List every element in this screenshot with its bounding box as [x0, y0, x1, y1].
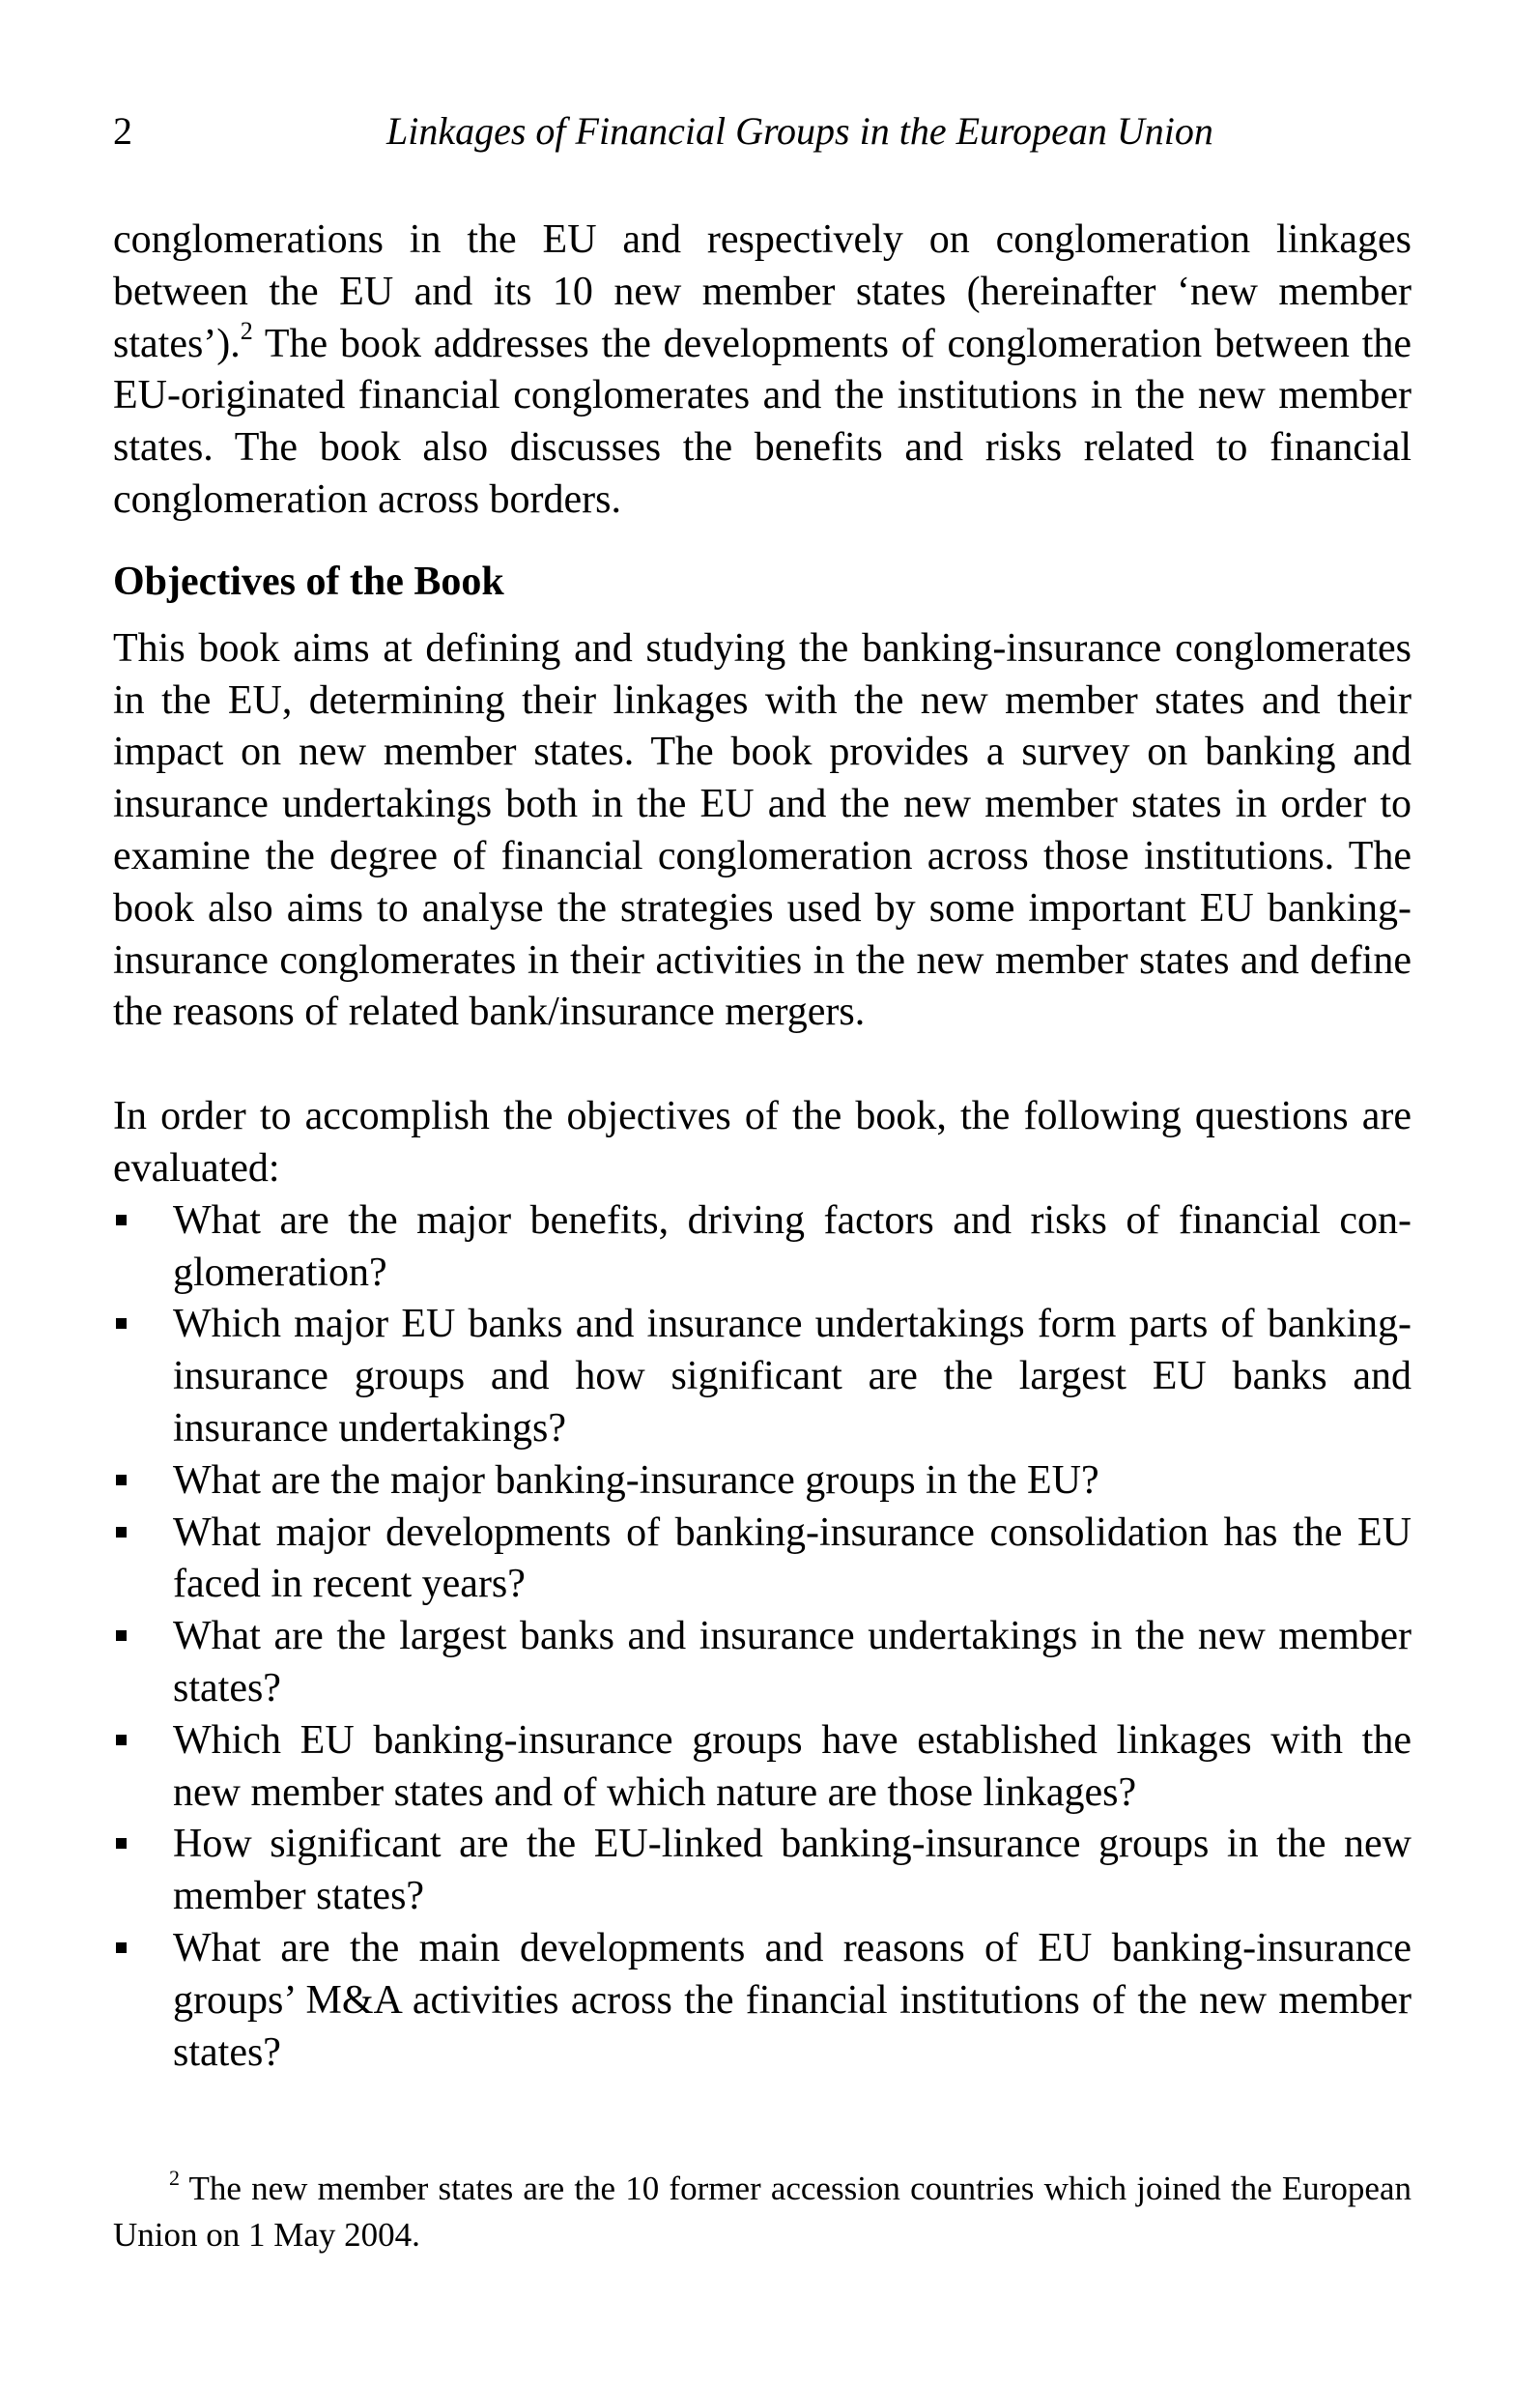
square-bullet-icon [116, 1475, 127, 1485]
square-bullet-icon [116, 1630, 127, 1641]
body-text [113, 215, 1412, 2079]
objectives-paragraph: This book aims at defining and studying the banking-insurance conglomerates in the EU, determining their linkages with the new member states and their impact on new member states. The book provides a survey on banking and insurance undertakings both in the EU and the new member states in order to examine the degree of financial conglomeration across those institutions. The book also aims to analyse the strategies used by some important EU banking-insurance conglomerates in their activities in the new member states and define the reasons of related bank/insurance mergers. [113, 625, 1412, 1035]
running-header [113, 102, 1412, 160]
list-item-text: What are the main developments and reasons of EU banking-insurance groups’ M&A activities across the financial institutions of the new member states? [173, 1925, 1412, 2075]
list-item-text: What are the largest banks and insurance undertakings in the new member states? [173, 1614, 1412, 1710]
intro-paragraph [113, 215, 1412, 527]
list-item-text: Which major EU banks and insurance undertakings form parts of banking-insurance groups and how significant are the largest EU banks and insurance undertakings? [173, 1302, 1412, 1451]
list-item-text: What major developments of banking-insurance consolidation has the EU faced in recent years? [173, 1509, 1412, 1607]
list-item [113, 1819, 1412, 1923]
square-bullet-icon [116, 1942, 127, 1953]
footnote [113, 2166, 1412, 2258]
footnote-marker: 2 [169, 2166, 180, 2190]
questions-intro: In order to accomplish the objectives of the book, the following questions are evaluated: [113, 1094, 1412, 1191]
questions-list [113, 1195, 1412, 2080]
list-item-text: Which EU banking-insurance groups have established linkages with the new member states and of which nature are those linkages? [173, 1717, 1412, 1815]
list-item-text: How significant are the EU-linked banking-insurance groups in the new member states? [173, 1822, 1412, 1919]
footnote-body: The new member states are the 10 former accession countries which joined the European Union on 1 May 2004. [113, 2170, 1412, 2254]
list-item [113, 1508, 1412, 1612]
list-item [113, 1715, 1412, 1820]
square-bullet-icon [116, 1838, 127, 1849]
square-bullet-icon [116, 1215, 127, 1225]
square-bullet-icon [116, 1527, 127, 1538]
list-item [113, 1455, 1412, 1508]
footnote-reference: 2 [240, 316, 253, 345]
list-item [113, 1195, 1412, 1300]
list-item-text: What are the major benefits, driving factors and risks of financial conglomeration? [173, 1197, 1412, 1295]
square-bullet-icon [116, 1735, 127, 1745]
list-item [113, 1923, 1412, 2079]
footnote-text [113, 2166, 1412, 2258]
section-heading: Objectives of the Book [113, 559, 504, 604]
list-item-text: What are the major banking-insurance groups in the EU? [173, 1457, 1099, 1503]
intro-text-before-note: conglomerations in the EU and respectively on conglomeration linkages between the EU and its 10 new member states (hereinafter ‘new member states’). [113, 217, 1412, 366]
page-number: 2 [113, 109, 132, 153]
list-item [113, 1611, 1412, 1715]
running-title: Linkages of Financial Groups in the European Union [386, 109, 1213, 153]
list-item [113, 1299, 1412, 1454]
square-bullet-icon [116, 1318, 127, 1329]
intro-text-after-note: The book addresses the developments of conglomeration between the EU-originated financial conglomerates and the institutions in the new member states. The book also discusses the benefits and risks related to financial conglomeration across borders. [113, 321, 1412, 522]
